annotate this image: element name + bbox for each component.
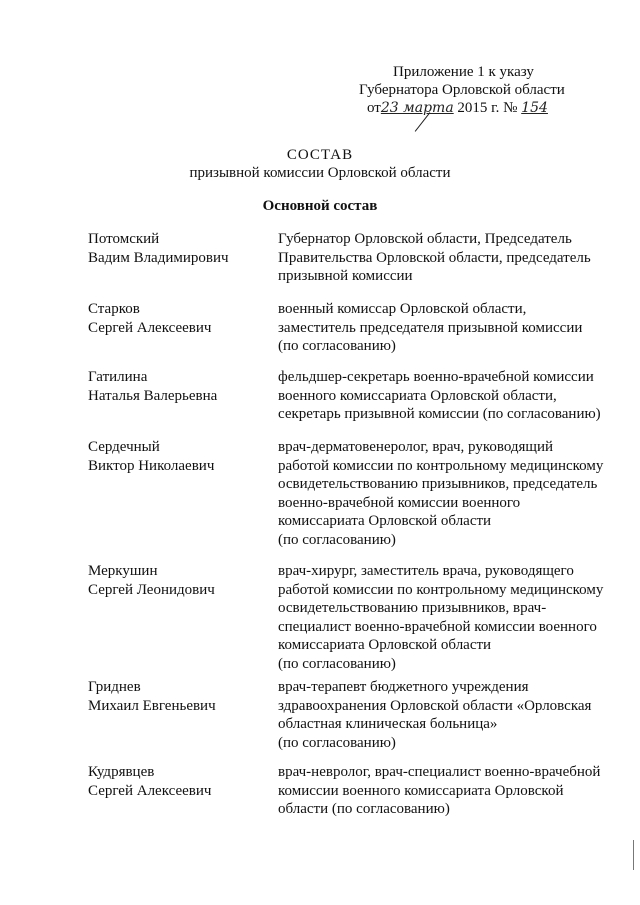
role-line: областная клиническая больница» — [278, 716, 498, 732]
role-line: работой комиссии по контрольному медицинскому — [278, 457, 604, 474]
member-role — [278, 562, 623, 673]
role-line: комиссариата Орловской области — [278, 513, 492, 529]
role-line: комиссии военного комиссариата Орловской — [278, 782, 564, 799]
member-given-names: Виктор Николаевич — [88, 457, 215, 474]
member-surname: Гатилина — [88, 369, 148, 385]
member-given-names: Сергей Алексеевич — [88, 319, 212, 336]
role-line: врач-терапевт бюджетного учреждения — [278, 679, 529, 695]
role-line: военный комиссар Орловской области, — [278, 301, 527, 317]
member-role — [278, 300, 623, 356]
scan-edge-mark — [633, 840, 634, 870]
role-line: призывной комиссии — [278, 268, 413, 284]
role-line: Губернатор Орловской области, Председатель — [278, 231, 572, 247]
role-line: фельдшер-секретарь военно-врачебной комиссии — [278, 369, 594, 385]
member-role — [278, 368, 623, 424]
handwritten-number: 154 — [521, 100, 548, 116]
role-line: врач-дерматовенеролог, врач, руководящий — [278, 439, 554, 455]
member-role — [278, 438, 623, 549]
role-line: заместитель председателя призывной комиссии — [278, 319, 583, 336]
role-line: врач-хирург, заместитель врача, руководящего — [278, 563, 574, 579]
role-line: военно-врачебной комиссии военного — [278, 494, 521, 511]
date-number-line — [355, 99, 595, 117]
member-given-names: Сергей Леонидович — [88, 581, 215, 598]
member-name — [88, 230, 258, 267]
member-given-names: Михаил Евгеньевич — [88, 697, 216, 714]
document-subtitle: призывной комиссии Орловской области — [189, 165, 451, 181]
number-label: № — [503, 100, 518, 116]
member-name — [88, 678, 258, 715]
member-given-names: Сергей Алексеевич — [88, 782, 212, 799]
member-role — [278, 678, 623, 752]
role-line: Правительства Орловской области, председатель — [278, 249, 591, 266]
member-surname: Старков — [88, 301, 140, 317]
member-surname: Меркушин — [88, 563, 158, 579]
member-name — [88, 368, 258, 405]
member-name — [88, 562, 258, 599]
member-name — [88, 763, 258, 800]
member-name — [88, 300, 258, 337]
role-line: (по согласованию) — [278, 655, 396, 672]
member-role — [278, 230, 623, 286]
issuer-line: Губернатора Орловской области — [359, 82, 565, 98]
role-line: освидетельствованию призывников, врач- — [278, 600, 547, 616]
member-name — [88, 438, 258, 475]
role-line: (по согласованию) — [278, 734, 396, 751]
member-given-names: Наталья Валерьевна — [88, 387, 218, 404]
role-line: врач-невролог, врач-специалист военно-врачебной — [278, 764, 601, 780]
role-line: военного комиссариата Орловской области, — [278, 387, 557, 404]
role-line: секретарь призывной комиссии (по согласованию) — [278, 406, 601, 422]
member-surname: Кудрявцев — [88, 764, 155, 780]
section-heading: Основной состав — [262, 198, 378, 214]
member-given-names: Вадим Владимирович — [88, 249, 229, 266]
role-line: освидетельствованию призывников, председатель — [278, 476, 598, 492]
role-line: комиссариата Орловской области — [278, 637, 492, 653]
handwritten-date: 23 марта — [380, 100, 454, 116]
role-line: области (по согласованию) — [278, 801, 450, 817]
role-line: работой комиссии по контрольному медицинскому — [278, 581, 604, 598]
member-surname: Гриднев — [88, 679, 141, 695]
role-line: (по согласованию) — [278, 338, 396, 354]
role-line: специалист военно-врачебной комиссии военного — [278, 618, 597, 635]
member-surname: Сердечный — [88, 439, 160, 455]
date-year: 2015 г. — [457, 100, 500, 116]
document-title: СОСТАВ — [286, 147, 354, 163]
date-prefix: от — [367, 100, 381, 116]
member-surname: Потомский — [88, 231, 160, 247]
member-role — [278, 763, 623, 819]
appendix-header — [355, 63, 595, 117]
appendix-line: Приложение 1 к указу — [393, 64, 534, 80]
role-line: (по согласованию) — [278, 531, 396, 548]
role-line: здравоохранения Орловской области «Орловская — [278, 697, 592, 714]
